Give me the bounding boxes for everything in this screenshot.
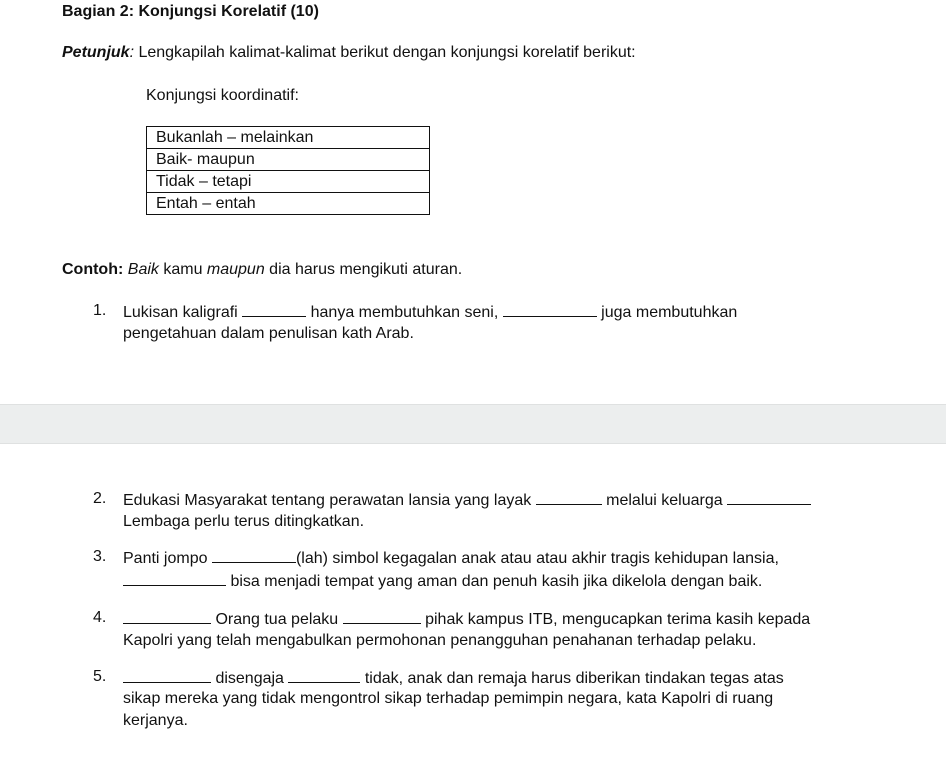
question-5-line-2: sikap mereka yang tidak mengontrol sikap terhadap pemimpin negara, kata Kapolri di ruang <box>123 690 774 707</box>
instruction-text: Lengkapilah kalimat-kalimat berikut dengan konjungsi korelatif berikut: <box>134 44 636 61</box>
answer-blank[interactable] <box>343 609 421 624</box>
question-4-line-2: Kapolri yang telah mengabulkan permohonan penangguhan penahanan terhadap pelaku. <box>123 632 757 649</box>
question-4-number: 4. <box>93 609 107 626</box>
question-1-line-2: pengetahuan dalam penulisan kath Arab. <box>123 325 414 342</box>
answer-blank[interactable] <box>123 609 211 624</box>
q3-text-line2: bisa menjadi tempat yang aman dan penuh kasih jika dikelola dengan baik. <box>226 573 763 590</box>
table-row <box>147 193 430 215</box>
answer-blank[interactable] <box>123 571 226 586</box>
example <box>62 261 462 279</box>
answer-blank[interactable] <box>123 668 211 683</box>
q4-text-b: pihak kampus ITB, mengucapkan terima kasih kepada <box>420 611 811 628</box>
table-caption: Konjungsi koordinatif: <box>146 87 299 104</box>
example-label: Contoh: <box>62 261 124 278</box>
table-row <box>147 171 430 193</box>
question-2-line-2: Lembaga perlu terus ditingkatkan. <box>123 513 365 530</box>
q3-text-a: Panti jompo <box>123 550 212 567</box>
instruction-colon: : <box>129 44 135 61</box>
answer-blank[interactable] <box>288 668 360 683</box>
q3-text-b: (lah) simbol kegagalan anak atau atau akhir tragis kehidupan lansia, <box>295 550 779 567</box>
table-cell: Baik- maupun <box>147 149 430 171</box>
table-row <box>147 149 430 171</box>
question-1-line-1 <box>123 302 737 322</box>
q5-text-a: disengaja <box>211 670 289 687</box>
question-5-number: 5. <box>93 668 107 685</box>
answer-blank[interactable] <box>503 302 597 317</box>
question-1-number: 1. <box>93 302 107 319</box>
q4-text-a: Orang tua pelaku <box>211 611 343 628</box>
page-break-separator <box>0 404 946 444</box>
question-3-number: 3. <box>93 548 107 565</box>
table-cell: Entah – entah <box>147 193 430 215</box>
question-2-number: 2. <box>93 490 107 507</box>
q2-text-b: melalui keluarga <box>601 492 728 509</box>
q1-text-b: hanya membutuhkan seni, <box>306 304 503 321</box>
instruction-label: Petunjuk <box>62 44 130 61</box>
question-3-line-1 <box>123 548 779 568</box>
example-text-1: kamu <box>158 261 207 278</box>
q1-text-c: juga membutuhkan <box>596 304 738 321</box>
table-cell: Bukanlah – melainkan <box>147 127 430 149</box>
question-5-line-3: kerjanya. <box>123 712 188 729</box>
q5-text-b: tidak, anak dan remaja harus diberikan tindakan tegas atas <box>360 670 784 687</box>
table-cell: Tidak – tetapi <box>147 171 430 193</box>
question-2-line-1 <box>123 490 811 510</box>
section-heading: Bagian 2: Konjungsi Korelatif (10) <box>62 3 319 20</box>
example-text-2: dia harus mengikuti aturan. <box>264 261 463 278</box>
conjunction-table <box>146 126 430 215</box>
question-4-line-1 <box>123 609 810 629</box>
answer-blank[interactable] <box>242 302 306 317</box>
instruction <box>62 44 636 62</box>
answer-blank[interactable] <box>212 548 296 563</box>
q1-text-a: Lukisan kaligrafi <box>123 304 243 321</box>
table-row <box>147 127 430 149</box>
answer-blank[interactable] <box>536 490 602 505</box>
question-3-line-2 <box>123 571 762 591</box>
question-5-line-1 <box>123 668 784 688</box>
q2-text-a: Edukasi Masyarakat tentang perawatan lansia yang layak <box>123 492 536 509</box>
example-word-1: Baik <box>127 261 159 278</box>
example-word-2: maupun <box>206 261 265 278</box>
answer-blank[interactable] <box>727 490 811 505</box>
